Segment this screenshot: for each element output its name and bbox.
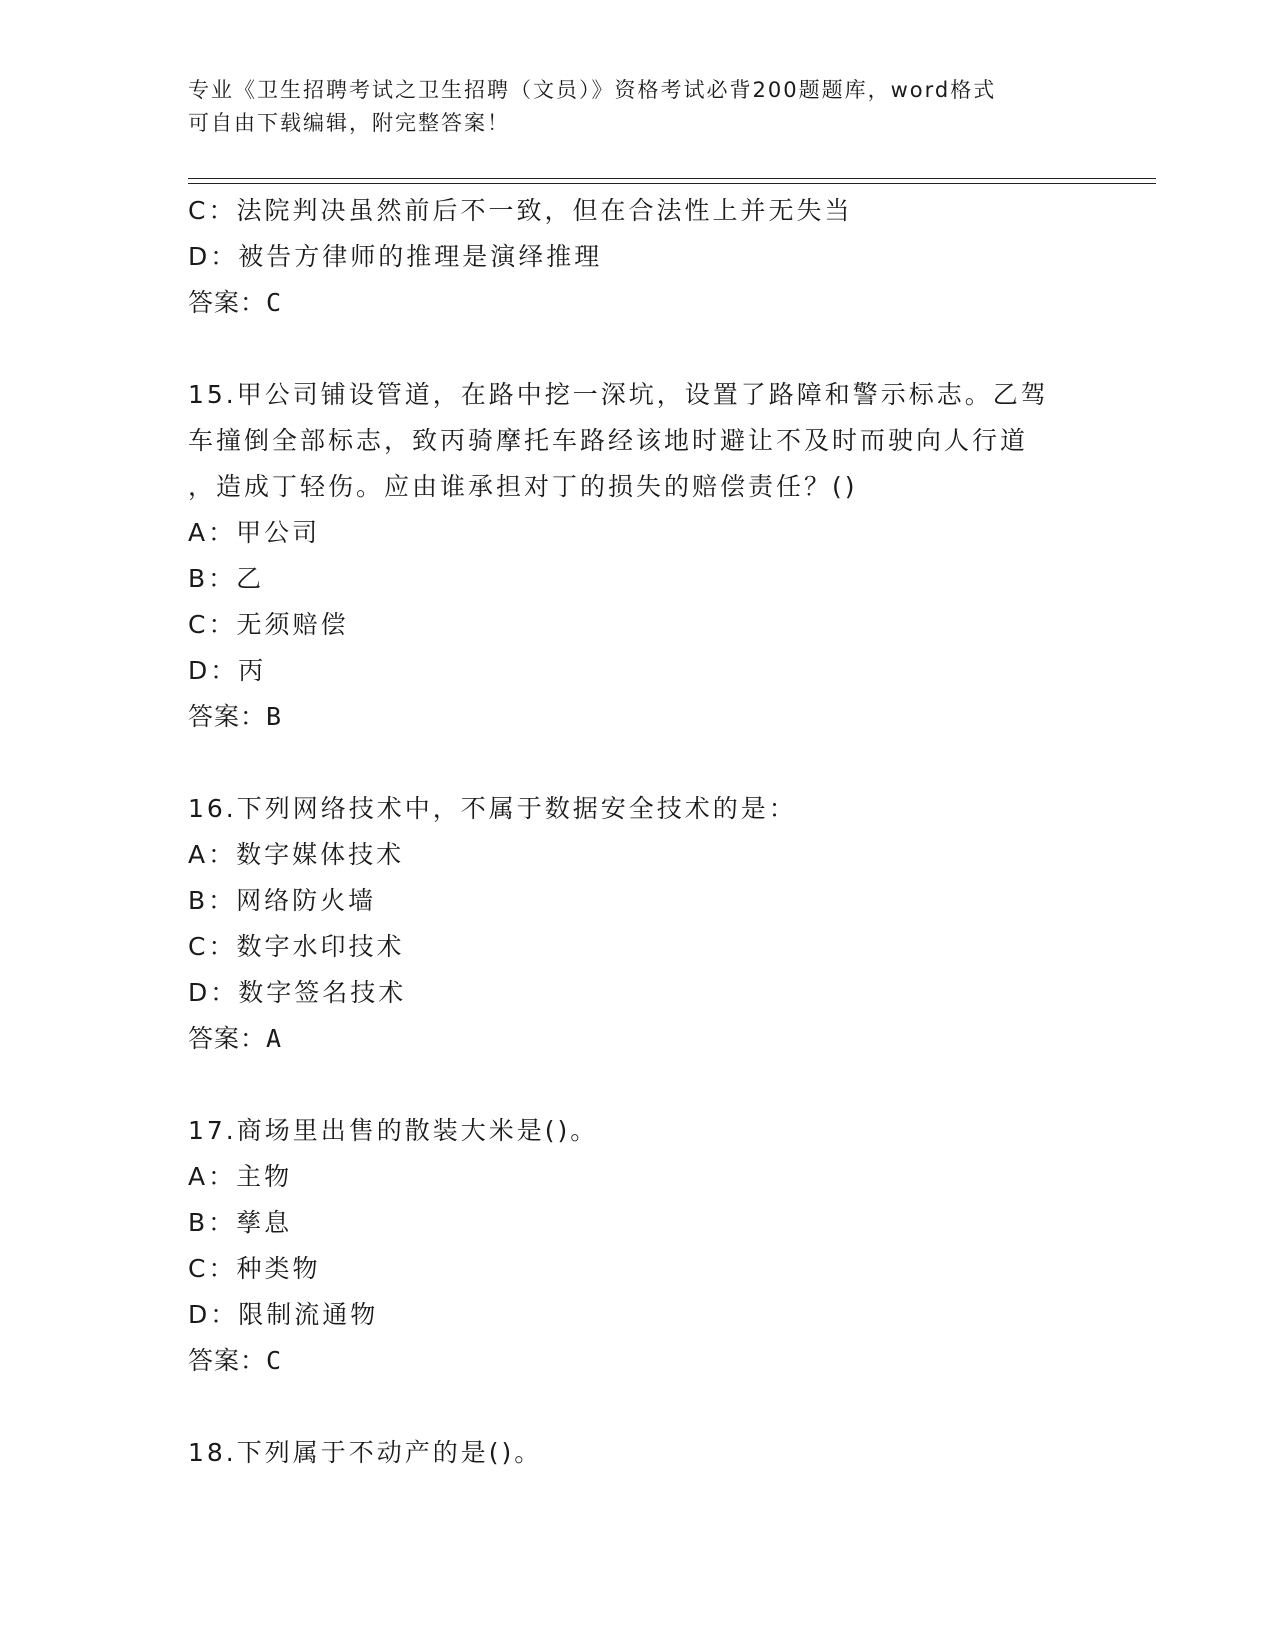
answer-line [188,694,1088,740]
header-divider-bottom [188,183,1156,184]
question-text-line: 16.下列网络技术中，不属于数据安全技术的是： [188,794,797,823]
option-b: B：乙 [188,564,265,593]
option-a: A：主物 [188,1162,293,1191]
header-divider-top [188,178,1156,179]
option-c: C：法院判决虽然前后不一致，但在合法性上并无失当 [188,196,853,225]
option-b: B：网络防火墙 [188,886,377,915]
option-c: C：无须赔偿 [188,610,349,639]
answer-line [188,1016,1088,1062]
question-text-line: 车撞倒全部标志，致丙骑摩托车路经该地时避让不及时而驶向人行道 [188,426,1029,455]
question-text-line: 17.商场里出售的散装大米是()。 [188,1116,599,1145]
question-15 [188,372,1088,740]
spacer [188,1384,1088,1430]
answer-line [188,280,1088,326]
document-body [188,188,1088,1476]
question-14-continuation [188,188,1088,326]
spacer [188,326,1088,372]
spacer [188,1062,1088,1108]
option-a: A：甲公司 [188,518,321,547]
option-d: D：丙 [188,656,267,685]
answer-value: A [266,1024,283,1053]
header-title-line-2: 可自由下载编辑，附完整答案！ [188,111,510,135]
option-a: A：数字媒体技术 [188,840,405,869]
option-d: D：限制流通物 [188,1300,379,1329]
spacer [188,740,1088,786]
option-d: D：数字签名技术 [188,978,407,1007]
answer-value: C [266,1346,283,1375]
answer-line [188,1338,1088,1384]
answer-value: C [266,288,283,317]
answer-label: 答案： [188,702,267,731]
option-c: C：数字水印技术 [188,932,405,961]
question-text-line: ，造成丁轻伤。应由谁承担对丁的损失的赔偿责任？() [188,472,858,501]
option-c: C：种类物 [188,1254,321,1283]
answer-label: 答案： [188,1024,267,1053]
question-16 [188,786,1088,1062]
question-18 [188,1430,1088,1476]
answer-value: B [266,702,283,731]
option-b: B：孳息 [188,1208,293,1237]
question-text-line: 18.下列属于不动产的是()。 [188,1438,543,1467]
answer-label: 答案： [188,1346,267,1375]
question-17 [188,1108,1088,1384]
answer-label: 答案： [188,288,267,317]
header-title-line-1: 专业《卫生招聘考试之卫生招聘（文员）》资格考试必背200题题库，word格式 [188,78,997,102]
option-d: D：被告方律师的推理是演绎推理 [188,242,603,271]
question-text-line: 15.甲公司铺设管道，在路中挖一深坑，设置了路障和警示标志。乙驾 [188,380,1049,409]
document-header [188,74,1088,140]
